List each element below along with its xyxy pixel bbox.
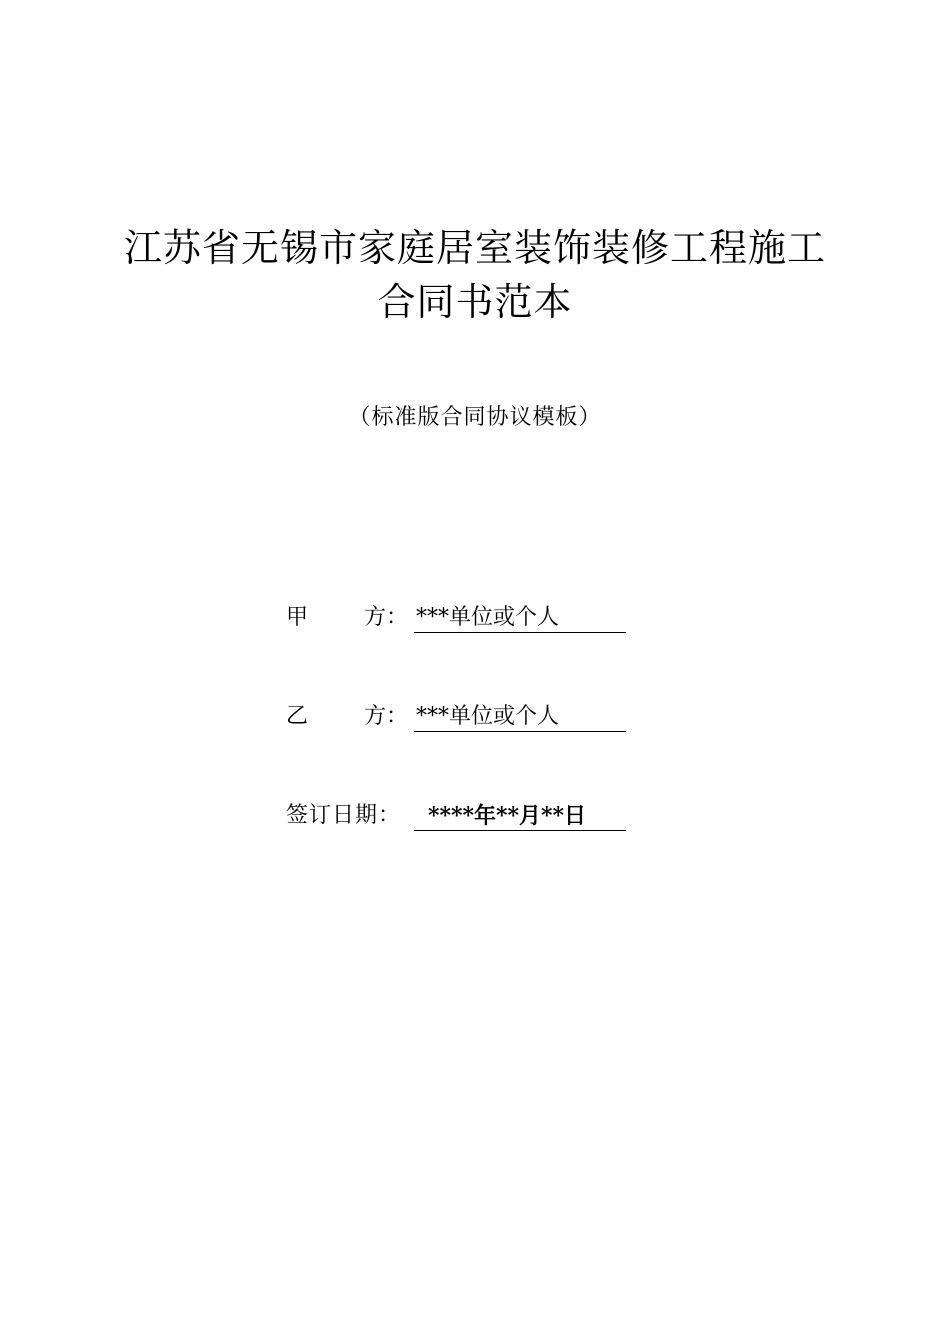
document-subtitle: （标准版合同协议模板） (348, 405, 602, 430)
document-title-line2: 合同书范本 (377, 280, 573, 324)
signing-date-value: ****年**月**日 (414, 800, 626, 831)
party-b-label-char1: 乙 (286, 704, 309, 729)
document-title-line1: 江苏省无锡市家庭居室装饰装修工程施工 (123, 226, 826, 270)
party-b-label-char2: 方 (364, 704, 387, 729)
party-a-colon: ： (386, 605, 409, 630)
party-a-value: ***单位或个人 (414, 602, 626, 633)
party-b-colon: ： (386, 704, 409, 729)
party-a-label-char2: 方 (364, 605, 387, 630)
party-b-value: ***单位或个人 (414, 701, 626, 732)
signing-date-label: 签订日期： (286, 803, 402, 828)
party-a-label-char1: 甲 (286, 605, 309, 630)
